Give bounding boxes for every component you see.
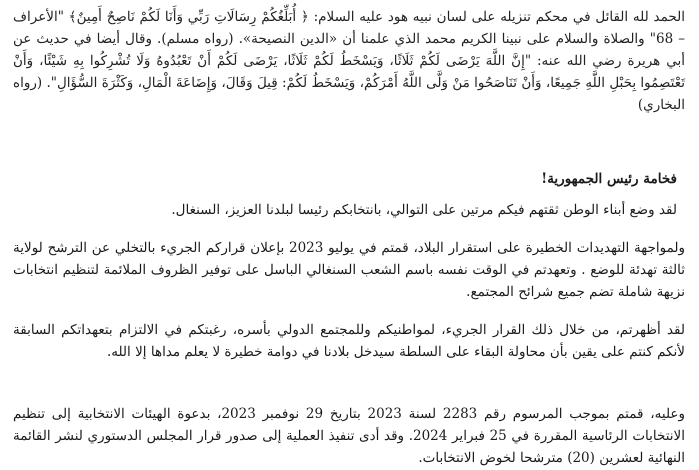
- decree-paragraph: وعليه، قمتم بموجب المرسوم رقم 2283 لسنة 2023 بتاريخ 29 نوفمبر 2023، بدعوة الهيئات الانتخابية إلى تنظيم الانتخابات الرئاسية المقررة في 25 فبراير 2024. وقد أدى تنفيذ العملية إلى صدور قرار المجلس الدستوري لنشر القائمة النهائية لعشرين (20) مترشحا لخوض الانتخابات.: [13, 406, 686, 466]
- decision-paragraph: ولمواجهة التهديدات الخطيرة على استقرار البلاد، قمتم في يوليو 2023 بإعلان قراركم الجريء بالتخلي عن الترشح لولاية ثالثة تهدئة للوضع . وتعهدتم في الوقت نفسه باسم الشعب السنغالي الباسل على توفير الظروف الملائمة لتنظيم انتخابات نزيهة شاملة تضم جميع شرائح المجتمع.: [13, 240, 686, 300]
- trust-paragraph: لقد وضع أبناء الوطن ثقتهم فيكم مرتين على التوالي، بانتخابكم رئيسا لبلدنا العزيز، السنغال.: [171, 202, 677, 218]
- salutation: فخامة رئيس الجمهورية!: [541, 171, 677, 187]
- commitment-paragraph: لقد أظهرتم، من خلال ذلك القرار الجريء، لمواطنيكم وللمجتمع الدولي بأسره، رغبتكم في الالتزام بتعهداتكم السابقة لأنكم كنتم على يقين بأن محاولة البقاء على السلطة سيدخل بلادنا في دوامة خطيرة لا يعلم مداها إلا الله.: [13, 322, 685, 360]
- opening-paragraph: الحمد لله القائل في محكم تنزيله على لسان نبيه هود عليه السلام: ﴿ أُبَلِّغُكُمْ رِسَالَاتِ رَبِّي وَأَنَا لَكُمْ نَاصِحٌ أَمِينٌ﴾ "الأعراف – 68" والصلاة والسلام على نبينا الكريم محمد الذي علمنا أن «الدين النصيحة». (رواه مسلم). وقال أيضا في حديث عن أبي هريرة رضي الله عنه: "إِنَّ اللَّهَ يَرْضَى لَكُمْ ثَلَاثًا، وَيَسْخَطُ لَكُمْ ثَلَاثًا، يَرْضَى لَكُمْ أَنْ تَعْبُدُوهُ وَلَا تُشْرِكُوا بِهِ شَيْئًا، وَأَنْ تَعْتَصِمُوا بِحَبْلِ اللَّهِ جَمِيعًا، وَأَنْ تَنَاصَحُوا مَنْ وَلَّى اللَّهُ أَمْرَكُمْ، وَيَسْخَطُ لَكُمْ: قِيلَ وَقَالَ، وَإِضَاعَةَ الْمَالِ، وَكَثْرَةَ السُّؤَالِ". (رواه البخاري): [13, 9, 685, 113]
